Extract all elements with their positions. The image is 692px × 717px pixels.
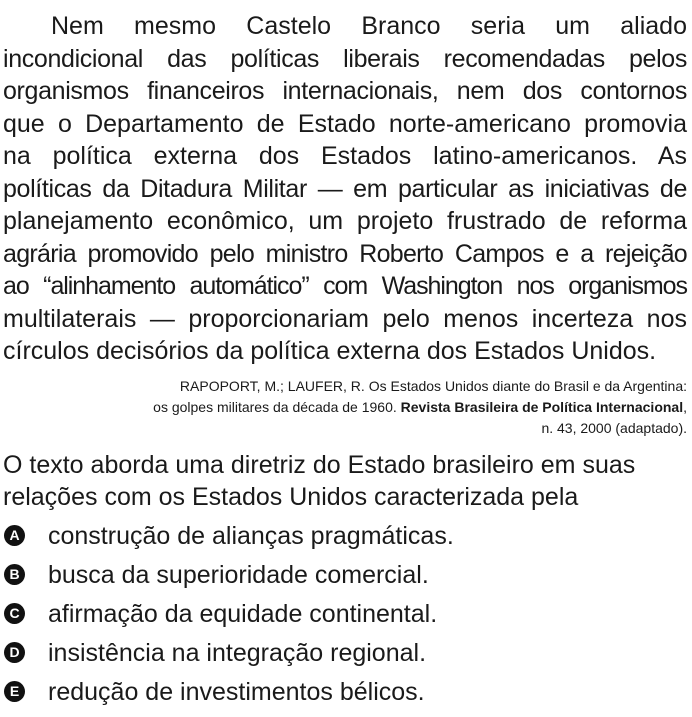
passage-line: agrária promovido pelo ministro Roberto Campos e a rejeição bbox=[3, 239, 687, 268]
passage-line: multilaterais — proporcionariam pelo menos incerteza nos bbox=[3, 304, 687, 333]
passage-line: organismos financeiros internacionais, nem dos contornos bbox=[3, 77, 687, 105]
answer-option-b[interactable] bbox=[3, 555, 687, 594]
option-text: construção de alianças pragmáticas. bbox=[48, 521, 454, 550]
passage-line: que o Departamento de Estado norte-americano promovia bbox=[3, 109, 687, 138]
source-citation bbox=[47, 376, 687, 439]
citation-line: n. 43, 2000 (adaptado). bbox=[541, 420, 687, 436]
option-text: redução de investimentos bélicos. bbox=[48, 677, 425, 706]
citation-text: , bbox=[683, 399, 687, 415]
citation-text: os golpes militares da década de 1960. bbox=[153, 399, 401, 415]
answer-option-e[interactable] bbox=[3, 672, 687, 711]
answer-option-c[interactable] bbox=[3, 594, 687, 633]
option-text: afirmação da equidade continental. bbox=[48, 599, 438, 628]
option-letter-badge: D bbox=[4, 642, 25, 663]
option-letter-badge: B bbox=[4, 564, 25, 585]
question-line: relações com os Estados Unidos caracterizada pela bbox=[3, 483, 579, 511]
option-letter-badge: C bbox=[4, 603, 25, 624]
passage-line: ao “alinhamento automático” com Washington nos organismos bbox=[3, 272, 687, 300]
citation-line: RAPOPORT, M.; LAUFER, R. Os Estados Unidos diante do Brasil e da Argentina: bbox=[179, 378, 687, 394]
passage-line: incondicional das políticas liberais recomendadas pelos bbox=[3, 44, 687, 73]
citation-line bbox=[47, 397, 687, 418]
option-text: insistência na integração regional. bbox=[48, 638, 427, 667]
option-text: busca da superioridade comercial. bbox=[48, 560, 429, 589]
option-letter-badge: E bbox=[4, 681, 25, 702]
passage-line: na política externa dos Estados latino-americanos. As bbox=[3, 142, 687, 170]
passage-text bbox=[3, 10, 687, 368]
question-line: O texto aborda uma diretriz do Estado brasileiro em suas bbox=[3, 451, 636, 479]
passage-line: planejamento econômico, um projeto frustrado de reforma bbox=[3, 207, 687, 235]
option-letter-badge: A bbox=[4, 525, 25, 546]
answer-options bbox=[3, 516, 687, 711]
passage-line: círculos decisórios da política externa dos Estados Unidos. bbox=[3, 337, 657, 365]
answer-option-d[interactable] bbox=[3, 633, 687, 672]
question-stem bbox=[3, 449, 687, 513]
passage-line: Nem mesmo Castelo Branco seria um aliado bbox=[51, 12, 687, 40]
citation-journal-title: Revista Brasileira de Política Internacional bbox=[400, 399, 684, 415]
passage-line: políticas da Ditadura Militar — em particular as iniciativas de bbox=[3, 174, 687, 203]
answer-option-a[interactable] bbox=[3, 516, 687, 555]
